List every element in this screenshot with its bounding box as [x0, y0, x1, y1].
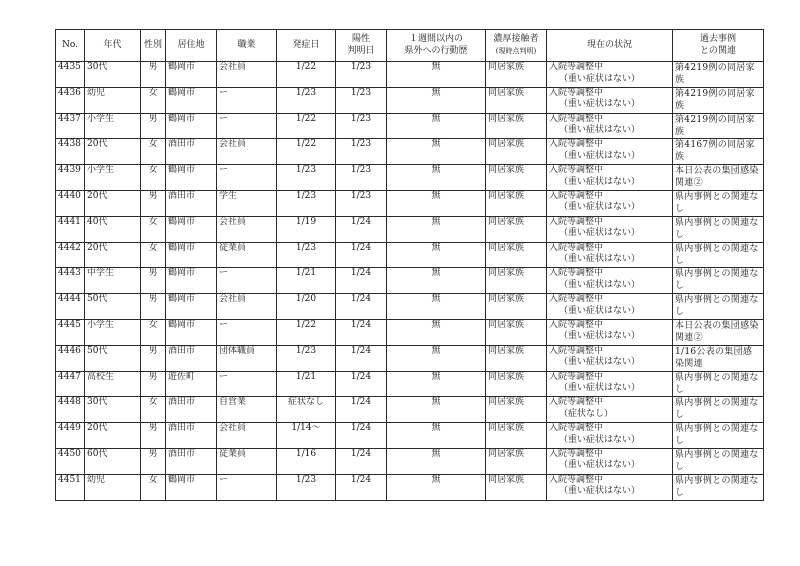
cell-no: 4436 — [56, 87, 85, 113]
status-detail: （重い症状はない） — [559, 254, 641, 265]
cell-residence: 酒田市 — [166, 423, 217, 449]
status-main: 入院等調整中 — [549, 268, 604, 279]
table-row — [56, 448, 764, 474]
status-detail: （重い症状はない） — [559, 202, 641, 213]
cell-occupation: ー — [217, 319, 277, 345]
cell-residence: 鶴岡市 — [166, 319, 217, 345]
cell-positive-date: 1/24 — [336, 319, 387, 345]
cell-past-case-link: 県内事例との関連なし — [673, 474, 764, 500]
cell-travel-history: 無 — [387, 113, 486, 139]
cell-past-case-link: 県内事例との関連なし — [673, 216, 764, 242]
cell-status — [547, 474, 673, 500]
cell-age: 小学生 — [85, 319, 141, 345]
cell-close-contact: 同居家族 — [486, 345, 547, 371]
cell-past-case-link: 第4167例の同居家族 — [673, 139, 764, 165]
cell-onset: 1/23 — [277, 165, 336, 191]
cell-onset: 1/23 — [277, 474, 336, 500]
header-positive — [336, 30, 387, 62]
cell-positive-date: 1/23 — [336, 190, 387, 216]
cell-age: 40代 — [85, 216, 141, 242]
cell-sex: 男 — [141, 345, 166, 371]
cell-sex: 女 — [141, 165, 166, 191]
cell-status — [547, 87, 673, 113]
cell-onset: 1/22 — [277, 319, 336, 345]
cell-status — [547, 448, 673, 474]
cell-travel-history: 無 — [387, 87, 486, 113]
cell-positive-date: 1/23 — [336, 139, 387, 165]
cell-past-case-link: 県内事例との関連なし — [673, 397, 764, 423]
cell-no: 4445 — [56, 319, 85, 345]
header-travel-line1: １週間以内の — [408, 34, 463, 44]
cell-onset: 1/23 — [277, 345, 336, 371]
cell-close-contact: 同居家族 — [486, 319, 547, 345]
cell-sex: 男 — [141, 371, 166, 397]
cell-positive-date: 1/24 — [336, 216, 387, 242]
cell-past-case-link: 県内事例との関連なし — [673, 242, 764, 268]
table-row — [56, 113, 764, 139]
cell-status — [547, 423, 673, 449]
cell-residence: 鶴岡市 — [166, 294, 217, 320]
cell-age: 50代 — [85, 294, 141, 320]
cell-no: 4439 — [56, 165, 85, 191]
cell-travel-history: 無 — [387, 268, 486, 294]
case-rows — [56, 62, 764, 501]
cell-onset: 1/23 — [277, 87, 336, 113]
cell-close-contact: 同居家族 — [486, 474, 547, 500]
status-detail: （重い症状はない） — [559, 305, 641, 316]
cell-age: 小学生 — [85, 113, 141, 139]
cell-positive-date: 1/24 — [336, 268, 387, 294]
header-age: 年代 — [85, 30, 141, 62]
cell-positive-date: 1/24 — [336, 397, 387, 423]
cell-occupation: 従業員 — [217, 448, 277, 474]
cell-age: 幼児 — [85, 87, 141, 113]
cell-age: 幼児 — [85, 474, 141, 500]
status-detail: （重い症状はない） — [559, 150, 641, 161]
cell-past-case-link: 県内事例との関連なし — [673, 190, 764, 216]
cell-age: 30代 — [85, 397, 141, 423]
cell-onset: 症状なし — [277, 397, 336, 423]
cell-past-case-link: 第4219例の同居家族 — [673, 87, 764, 113]
cell-age: 30代 — [85, 62, 141, 88]
header-sex: 性別 — [141, 30, 166, 62]
status-main: 入院等調整中 — [549, 423, 604, 434]
cell-past-case-link: 1/16公表の集団感染関連 — [673, 345, 764, 371]
table-row — [56, 242, 764, 268]
status-main: 入院等調整中 — [549, 474, 604, 485]
cell-travel-history: 無 — [387, 423, 486, 449]
cell-occupation: 会社員 — [217, 62, 277, 88]
cell-past-case-link: 県内事例との関連なし — [673, 294, 764, 320]
cell-close-contact: 同居家族 — [486, 87, 547, 113]
cell-onset: 1/20 — [277, 294, 336, 320]
status-main: 入院等調整中 — [549, 165, 604, 176]
cell-onset: 1/23 — [277, 242, 336, 268]
cell-residence: 鶴岡市 — [166, 87, 217, 113]
cell-close-contact: 同居家族 — [486, 62, 547, 88]
table-row — [56, 216, 764, 242]
status-main: 入院等調整中 — [549, 371, 604, 382]
cell-onset: 1/21 — [277, 371, 336, 397]
cell-sex: 男 — [141, 268, 166, 294]
status-detail: （重い症状はない） — [559, 331, 641, 342]
cell-status — [547, 345, 673, 371]
status-detail: （重い症状はない） — [559, 357, 641, 368]
cell-occupation: ー — [217, 268, 277, 294]
case-table — [55, 29, 764, 501]
status-detail: （重い症状はない） — [559, 125, 641, 136]
cell-onset: 1/22 — [277, 113, 336, 139]
header-row — [56, 30, 764, 62]
cell-age: 20代 — [85, 190, 141, 216]
header-past — [673, 30, 764, 62]
cell-residence: 鶴岡市 — [166, 62, 217, 88]
cell-travel-history: 無 — [387, 216, 486, 242]
cell-past-case-link: 県内事例との関連なし — [673, 371, 764, 397]
table-row — [56, 423, 764, 449]
cell-close-contact: 同居家族 — [486, 165, 547, 191]
cell-sex: 男 — [141, 448, 166, 474]
cell-onset: 1/22 — [277, 139, 336, 165]
cell-residence: 酒田市 — [166, 190, 217, 216]
cell-occupation: 会社員 — [217, 423, 277, 449]
table-row — [56, 371, 764, 397]
status-main: 入院等調整中 — [549, 448, 604, 459]
cell-residence: 酒田市 — [166, 345, 217, 371]
cell-residence: 酒田市 — [166, 397, 217, 423]
cell-status — [547, 139, 673, 165]
table-row — [56, 87, 764, 113]
cell-positive-date: 1/24 — [336, 371, 387, 397]
cell-positive-date: 1/23 — [336, 87, 387, 113]
cell-sex: 女 — [141, 87, 166, 113]
cell-past-case-link: 県内事例との関連なし — [673, 448, 764, 474]
cell-onset: 1/23 — [277, 190, 336, 216]
cell-onset: 1/19 — [277, 216, 336, 242]
cell-travel-history: 無 — [387, 190, 486, 216]
cell-age: 60代 — [85, 448, 141, 474]
cell-positive-date: 1/23 — [336, 113, 387, 139]
table-row — [56, 190, 764, 216]
cell-residence: 酒田市 — [166, 448, 217, 474]
table-row — [56, 474, 764, 500]
header-travel-line2: 県外への行動歴 — [404, 45, 468, 56]
cell-past-case-link: 第4219例の同居家族 — [673, 113, 764, 139]
header-status: 現在の状況 — [547, 30, 673, 62]
header-residence: 居住地 — [166, 30, 217, 62]
cell-age: 高校生 — [85, 371, 141, 397]
cell-positive-date: 1/24 — [336, 294, 387, 320]
cell-travel-history: 無 — [387, 319, 486, 345]
cell-positive-date: 1/24 — [336, 242, 387, 268]
cell-no: 4440 — [56, 190, 85, 216]
status-main: 入院等調整中 — [549, 397, 604, 408]
cell-close-contact: 同居家族 — [486, 216, 547, 242]
cell-close-contact: 同居家族 — [486, 268, 547, 294]
status-main: 入院等調整中 — [549, 345, 604, 356]
cell-occupation: ー — [217, 113, 277, 139]
cell-onset: 1/16 — [277, 448, 336, 474]
cell-travel-history: 無 — [387, 139, 486, 165]
cell-residence: 鶴岡市 — [166, 216, 217, 242]
status-detail: （重い症状はない） — [559, 383, 641, 394]
cell-travel-history: 無 — [387, 62, 486, 88]
cell-sex: 女 — [141, 242, 166, 268]
cell-past-case-link: 第4219例の同居家族 — [673, 62, 764, 88]
header-occupation: 職業 — [217, 30, 277, 62]
cell-occupation: 会社員 — [217, 139, 277, 165]
cell-status — [547, 268, 673, 294]
status-detail: （重い症状はない） — [559, 176, 641, 187]
cell-status — [547, 62, 673, 88]
cell-no: 4448 — [56, 397, 85, 423]
header-past-line2: との関連 — [699, 45, 736, 56]
cell-sex: 男 — [141, 62, 166, 88]
cell-past-case-link: 県内事例との関連なし — [673, 423, 764, 449]
cell-travel-history: 無 — [387, 345, 486, 371]
header-positive-line2: 判明日 — [347, 45, 375, 56]
status-main: 入院等調整中 — [549, 139, 604, 150]
status-detail: （重い症状はない） — [559, 279, 641, 290]
cell-residence: 鶴岡市 — [166, 165, 217, 191]
cell-age: 20代 — [85, 242, 141, 268]
cell-sex: 男 — [141, 294, 166, 320]
cell-occupation: 会社員 — [217, 294, 277, 320]
cell-no: 4441 — [56, 216, 85, 242]
cell-sex: 女 — [141, 319, 166, 345]
cell-no: 4444 — [56, 294, 85, 320]
cell-onset: 1/22 — [277, 62, 336, 88]
status-main: 入院等調整中 — [549, 113, 604, 124]
cell-close-contact: 同居家族 — [486, 190, 547, 216]
cell-onset: 1/14～ — [277, 423, 336, 449]
cell-no: 4446 — [56, 345, 85, 371]
cell-positive-date: 1/24 — [336, 345, 387, 371]
cell-close-contact: 同居家族 — [486, 423, 547, 449]
cell-status — [547, 371, 673, 397]
status-detail: （重い症状はない） — [559, 460, 641, 471]
cell-status — [547, 294, 673, 320]
case-list-sheet — [55, 29, 764, 501]
cell-no: 4442 — [56, 242, 85, 268]
status-main: 入院等調整中 — [549, 216, 604, 227]
header-travel — [387, 30, 486, 62]
cell-sex: 女 — [141, 474, 166, 500]
cell-residence: 鶴岡市 — [166, 113, 217, 139]
cell-occupation: ー — [217, 474, 277, 500]
cell-residence: 鶴岡市 — [166, 474, 217, 500]
cell-status — [547, 216, 673, 242]
cell-past-case-link: 本日公表の集団感染関連② — [673, 165, 764, 191]
cell-past-case-link: 県内事例との関連なし — [673, 268, 764, 294]
cell-age: 50代 — [85, 345, 141, 371]
status-detail: （症状なし） — [559, 408, 614, 419]
cell-no: 4450 — [56, 448, 85, 474]
cell-close-contact: 同居家族 — [486, 139, 547, 165]
cell-residence: 酒田市 — [166, 139, 217, 165]
cell-travel-history: 無 — [387, 448, 486, 474]
cell-age: 20代 — [85, 423, 141, 449]
cell-occupation: 自営業 — [217, 397, 277, 423]
cell-positive-date: 1/24 — [336, 448, 387, 474]
cell-close-contact: 同居家族 — [486, 113, 547, 139]
header-contact-line1: 濃厚接触者 — [493, 34, 539, 44]
cell-sex: 女 — [141, 139, 166, 165]
cell-no: 4437 — [56, 113, 85, 139]
cell-close-contact: 同居家族 — [486, 242, 547, 268]
cell-residence: 遊佐町 — [166, 371, 217, 397]
cell-positive-date: 1/23 — [336, 62, 387, 88]
cell-onset: 1/21 — [277, 268, 336, 294]
header-contact-line2: (現時点判明) — [495, 46, 537, 55]
cell-close-contact: 同居家族 — [486, 294, 547, 320]
cell-no: 4449 — [56, 423, 85, 449]
status-detail: （重い症状はない） — [559, 99, 641, 110]
cell-residence: 鶴岡市 — [166, 242, 217, 268]
table-row — [56, 165, 764, 191]
header-past-line1: 過去事例 — [699, 34, 736, 44]
status-main: 入院等調整中 — [549, 87, 604, 98]
header-onset: 発症日 — [277, 30, 336, 62]
cell-sex: 男 — [141, 423, 166, 449]
table-row — [56, 294, 764, 320]
status-main: 入院等調整中 — [549, 294, 604, 305]
status-main: 入院等調整中 — [549, 62, 604, 72]
cell-age: 20代 — [85, 139, 141, 165]
cell-no: 4443 — [56, 268, 85, 294]
table-row — [56, 345, 764, 371]
cell-sex: 女 — [141, 397, 166, 423]
cell-status — [547, 397, 673, 423]
cell-positive-date: 1/24 — [336, 474, 387, 500]
cell-residence: 鶴岡市 — [166, 268, 217, 294]
cell-occupation: 従業員 — [217, 242, 277, 268]
table-row — [56, 397, 764, 423]
cell-close-contact: 同居家族 — [486, 397, 547, 423]
cell-occupation: 団体職員 — [217, 345, 277, 371]
status-detail: （重い症状はない） — [559, 228, 641, 239]
cell-sex: 男 — [141, 113, 166, 139]
cell-sex: 男 — [141, 190, 166, 216]
cell-age: 小学生 — [85, 165, 141, 191]
cell-no: 4438 — [56, 139, 85, 165]
status-detail: （重い症状はない） — [559, 434, 641, 445]
cell-past-case-link: 本日公表の集団感染関連② — [673, 319, 764, 345]
cell-no: 4435 — [56, 62, 85, 88]
table-row — [56, 319, 764, 345]
cell-status — [547, 113, 673, 139]
status-detail: （重い症状はない） — [559, 73, 641, 84]
cell-travel-history: 無 — [387, 242, 486, 268]
cell-travel-history: 無 — [387, 397, 486, 423]
cell-positive-date: 1/24 — [336, 423, 387, 449]
cell-travel-history: 無 — [387, 474, 486, 500]
cell-status — [547, 242, 673, 268]
cell-travel-history: 無 — [387, 294, 486, 320]
header-positive-line1: 陽性 — [351, 34, 370, 44]
cell-travel-history: 無 — [387, 165, 486, 191]
header-contact — [486, 30, 547, 62]
cell-occupation: ー — [217, 165, 277, 191]
cell-status — [547, 319, 673, 345]
table-row — [56, 268, 764, 294]
cell-age: 中学生 — [85, 268, 141, 294]
cell-travel-history: 無 — [387, 371, 486, 397]
cell-occupation: 会社員 — [217, 216, 277, 242]
cell-no: 4447 — [56, 371, 85, 397]
status-main: 入院等調整中 — [549, 242, 604, 253]
cell-positive-date: 1/23 — [336, 165, 387, 191]
header-no: No. — [56, 30, 85, 62]
cell-status — [547, 190, 673, 216]
cell-sex: 女 — [141, 216, 166, 242]
status-main: 入院等調整中 — [549, 319, 604, 330]
cell-occupation: 学生 — [217, 190, 277, 216]
table-row — [56, 139, 764, 165]
cell-occupation: ー — [217, 371, 277, 397]
cell-occupation: ー — [217, 87, 277, 113]
cell-status — [547, 165, 673, 191]
cell-close-contact: 同居家族 — [486, 448, 547, 474]
cell-no: 4451 — [56, 474, 85, 500]
status-main: 入院等調整中 — [549, 190, 604, 201]
cell-close-contact: 同居家族 — [486, 371, 547, 397]
status-detail: （重い症状はない） — [559, 486, 641, 497]
table-row — [56, 62, 764, 88]
